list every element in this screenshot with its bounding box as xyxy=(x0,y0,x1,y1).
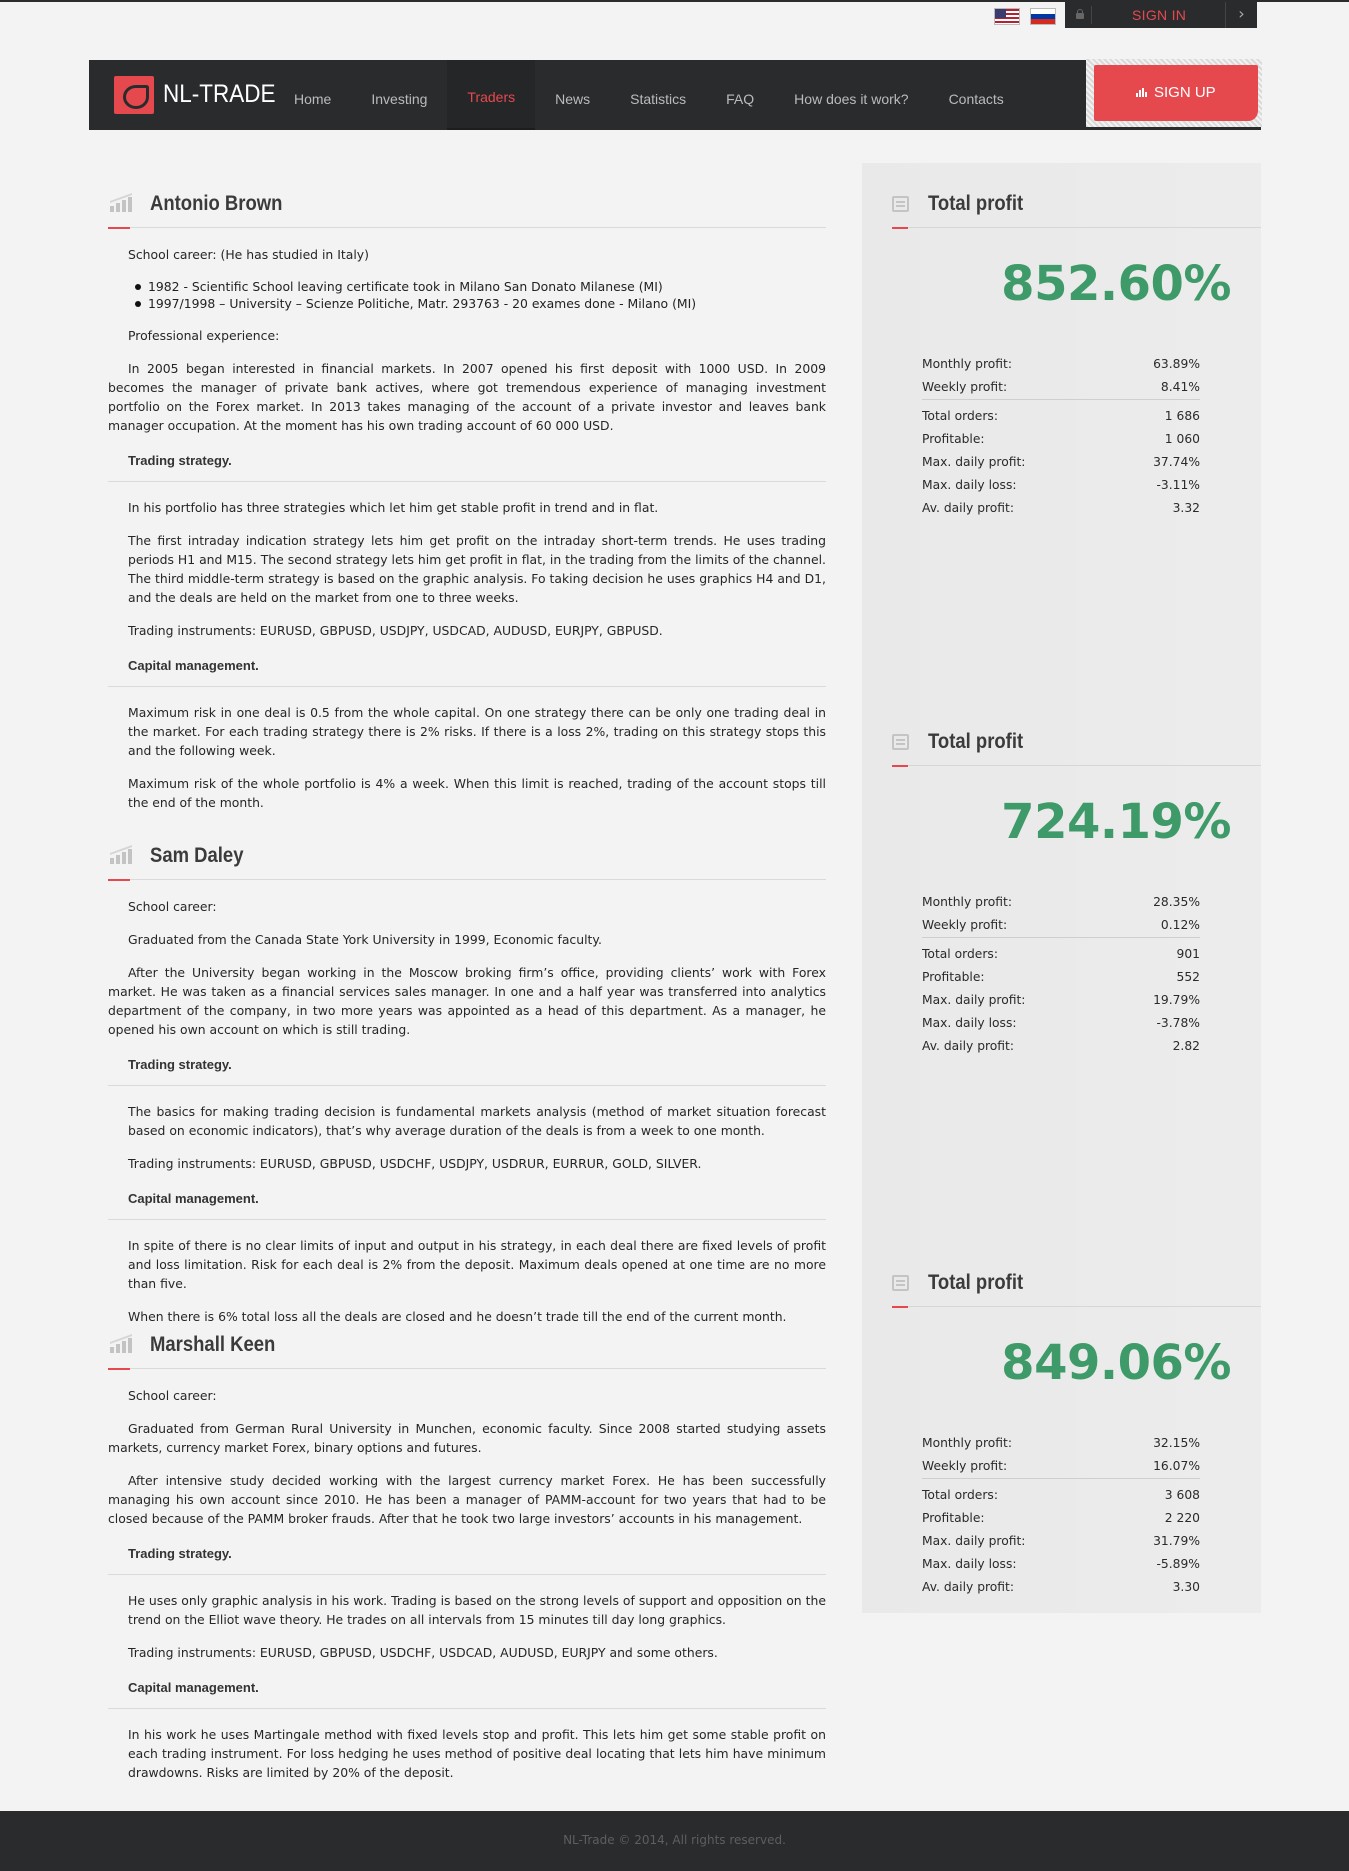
stat-total-orders: Total orders: 1 686 xyxy=(922,409,1200,423)
stat-av-daily-profit: Av. daily profit: 3.30 xyxy=(922,1580,1200,1594)
sign-up-frame xyxy=(1086,59,1262,127)
stats-list xyxy=(922,354,1200,521)
calendar-icon xyxy=(892,1275,909,1291)
nav-faq[interactable]: FAQ xyxy=(726,91,755,107)
capital-text: When there is 6% total loss all the deals are closed and he doesn’t trade till the end of the current month. xyxy=(128,1309,787,1324)
nav-how-it-works[interactable]: How does it work? xyxy=(794,91,909,107)
stat-monthly-profit: Monthly profit: 32.15% xyxy=(922,1436,1200,1450)
panel-title: Total profit xyxy=(928,1271,1024,1294)
main-header xyxy=(89,60,1261,130)
trader-name: Sam Daley xyxy=(150,844,244,867)
nav-investing[interactable]: Investing xyxy=(371,91,428,107)
stat-monthly-profit: Monthly profit: 63.89% xyxy=(922,357,1200,371)
stat-max-daily-profit: Max. daily profit: 31.79% xyxy=(922,1534,1200,1548)
list-item: 1982 - Scientific School leaving certificate took in Milano San Donato Milanese (MI) xyxy=(148,278,826,295)
capital-heading: Capital management. xyxy=(108,1191,826,1220)
nav-contacts[interactable]: Contacts xyxy=(948,91,1004,107)
panel-header xyxy=(892,1257,1261,1307)
strategy-text: The basics for making trading decision is fundamental markets analysis (method of market situation forecast based on economic indicators), that’s why average duration of the deals is from a week to one month. xyxy=(128,1104,826,1138)
panel-title: Total profit xyxy=(928,192,1024,215)
capital-text: In his work he uses Martingale method with fixed levels stop and profit. This lets him get some stable profit on each trading instrument. For loss hedging he uses method of positive deal locating that lets him have minimum drawdowns. Risks are limited by 20% of the deposit. xyxy=(128,1727,826,1780)
strategy-text: In his portfolio has three strategies which let him get stable profit in trend and in flat. xyxy=(128,500,659,515)
capital-text: In spite of there is no clear limits of input and output in his strategy, in each deal there are fixed levels of profit and loss limitation. Risk for each deal is 2% from the deposit. Maximum deals opened at one time are no more than five. xyxy=(128,1238,826,1291)
nav-traders[interactable]: Traders xyxy=(447,60,535,130)
instruments-text: Trading instruments: EURUSD, GBPUSD, USDCHF, USDJPY, USDRUR, EURRUR, GOLD, SILVER. xyxy=(128,1156,702,1171)
capital-text: Maximum risk in one deal is 0.5 from the whole capital. On one strategy there can be only one trading deal in the market. For each trading strategy there is 2% risks. If there is a loss 2%, trading on this strategy stops this and the following week. xyxy=(128,705,826,758)
profit-panel xyxy=(892,1257,1261,1594)
capital-heading: Capital management. xyxy=(108,658,826,687)
main-nav xyxy=(274,60,1024,130)
stat-profitable: Profitable: 552 xyxy=(922,970,1200,984)
stat-weekly-profit: Weekly profit: 0.12% xyxy=(922,915,1200,938)
stat-total-orders: Total orders: 3 608 xyxy=(922,1488,1200,1502)
chevron-right-icon[interactable]: › xyxy=(1225,2,1257,28)
chart-icon xyxy=(110,1335,132,1353)
instruments-text: Trading instruments: EURUSD, GBPUSD, USDJPY, USDCAD, AUDUSD, EURJPY, GBPUSD. xyxy=(128,623,663,638)
sign-in-link[interactable]: SIGN IN xyxy=(1132,7,1187,23)
trader-antonio-brown xyxy=(108,178,826,812)
school-career-label: School career: xyxy=(128,1388,217,1403)
experience-text: After intensive study decided working with the largest currency market Forex. He has been successfully managing his own account since 2010. He has been a manager of PAMM-account for two years that had to be closed because of the PAMM broker frauds. After that he took two large investors’ accounts in his management. xyxy=(108,1473,826,1526)
stat-max-daily-loss: Max. daily loss: -3.11% xyxy=(922,478,1200,492)
ru-flag-icon[interactable] xyxy=(1030,8,1056,25)
capital-text: Maximum risk of the whole portfolio is 4% a week. When this limit is reached, trading of the account stops till the end of the month. xyxy=(128,776,826,810)
trader-header xyxy=(108,178,826,228)
lock-icon xyxy=(1075,9,1085,19)
chart-icon xyxy=(110,846,132,864)
professional-label: Professional experience: xyxy=(128,328,280,343)
stat-max-daily-loss: Max. daily loss: -5.89% xyxy=(922,1557,1200,1571)
stat-av-daily-profit: Av. daily profit: 3.32 xyxy=(922,501,1200,515)
stat-max-daily-loss: Max. daily loss: -3.78% xyxy=(922,1016,1200,1030)
chart-icon xyxy=(110,194,132,212)
stat-max-daily-profit: Max. daily profit: 19.79% xyxy=(922,993,1200,1007)
education-text: Graduated from German Rural University in Munchen, economic faculty. Since 2008 started studying assets markets, currency market Forex, binary options and futures. xyxy=(108,1421,826,1455)
experience-text: In 2005 began interested in financial markets. In 2007 opened his first deposit with 1000 USD. In 2009 becomes the manager of private bank actives, where got tremendous experience of managing investment portfolio on the Forex market. In 2013 takes managing of the account of a private investor and leaves bank manager occupation. At the moment has his own trading account of 60 000 USD. xyxy=(108,361,826,433)
sign-up-button[interactable] xyxy=(1094,65,1258,121)
calendar-icon xyxy=(892,196,909,212)
stat-av-daily-profit: Av. daily profit: 2.82 xyxy=(922,1039,1200,1053)
total-profit-value: 849.06% xyxy=(1001,1335,1231,1391)
trader-name: Antonio Brown xyxy=(150,192,283,215)
total-profit-value: 852.60% xyxy=(1001,256,1231,312)
trader-name: Marshall Keen xyxy=(150,1333,276,1356)
list-item: 1997/1998 – University – Scienze Politiche, Matr. 293763 - 20 exames done - Milano (MI) xyxy=(148,295,826,312)
trader-marshall-keen xyxy=(108,1319,826,1782)
experience-text: After the University began working in the Moscow broking firm’s office, providing clients’ work with Forex market. He was taken as a financial services sales manager. In one and a half year was transferred into analytics department of the company, in two more years was appointed as a head of this department. As a manager, he opened his own account on which is still trading. xyxy=(108,965,826,1037)
school-career-label: School career: (He has studied in Italy) xyxy=(128,247,369,262)
strategy-heading: Trading strategy. xyxy=(108,1057,826,1086)
copyright-text: NL-Trade © 2014, All rights reserved. xyxy=(563,1833,786,1847)
stat-weekly-profit: Weekly profit: 8.41% xyxy=(922,377,1200,400)
stat-total-orders: Total orders: 901 xyxy=(922,947,1200,961)
logo-icon[interactable] xyxy=(114,76,154,114)
profit-panel xyxy=(892,178,1261,515)
stat-monthly-profit: Monthly profit: 28.35% xyxy=(922,895,1200,909)
strategy-heading: Trading strategy. xyxy=(108,453,826,482)
stat-profitable: Profitable: 1 060 xyxy=(922,432,1200,446)
panel-header xyxy=(892,716,1261,766)
education-text: Graduated from the Canada State York University in 1999, Economic faculty. xyxy=(128,932,602,947)
stats-list xyxy=(922,1433,1200,1600)
capital-heading: Capital management. xyxy=(108,1680,826,1709)
strategy-text: The first intraday indication strategy lets him get profit on the intraday short-term trends. He uses trading periods H1 and M15. The second strategy lets him get profit in flat, in the trading from the limits of the channel. The third middle-term strategy is based on the graphic analysis. Fo taking decision he uses graphics H4 and D1, and the deals are held on the market from one to three weeks. xyxy=(128,533,826,605)
school-career-label: School career: xyxy=(128,899,217,914)
stat-max-daily-profit: Max. daily profit: 37.74% xyxy=(922,455,1200,469)
strategy-heading: Trading strategy. xyxy=(108,1546,826,1575)
stats-list xyxy=(922,892,1200,1059)
panel-header xyxy=(892,178,1261,228)
trader-header xyxy=(108,1319,826,1369)
us-flag-icon[interactable] xyxy=(994,8,1020,25)
nav-news[interactable]: News xyxy=(555,91,591,107)
nav-home[interactable]: Home xyxy=(294,91,332,107)
profit-panel xyxy=(892,716,1261,1053)
trader-sam-daley xyxy=(108,830,826,1326)
instruments-text: Trading instruments: EURUSD, GBPUSD, USDCHF, USDCAD, AUDUSD, EURJPY and some others. xyxy=(128,1645,718,1660)
bar-chart-icon xyxy=(1136,88,1148,97)
sign-up-label: SIGN UP xyxy=(1154,84,1216,101)
trader-header xyxy=(108,830,826,880)
footer xyxy=(0,1811,1349,1871)
stat-profitable: Profitable: 2 220 xyxy=(922,1511,1200,1525)
strategy-text: He uses only graphic analysis in his work. Trading is based on the strong levels of support and opposition on the trend on the Elliot wave theory. He trades on all intervals from 15 minutes till day long graphics. xyxy=(128,1593,826,1627)
panel-title: Total profit xyxy=(928,730,1024,753)
calendar-icon xyxy=(892,734,909,750)
nav-statistics[interactable]: Statistics xyxy=(630,91,687,107)
divider xyxy=(1091,6,1092,24)
sign-in-bar[interactable] xyxy=(1065,2,1257,28)
logo-text[interactable]: NL-TRADE xyxy=(163,80,276,108)
stat-weekly-profit: Weekly profit: 16.07% xyxy=(922,1456,1200,1479)
total-profit-value: 724.19% xyxy=(1001,794,1231,850)
school-list xyxy=(108,278,826,312)
